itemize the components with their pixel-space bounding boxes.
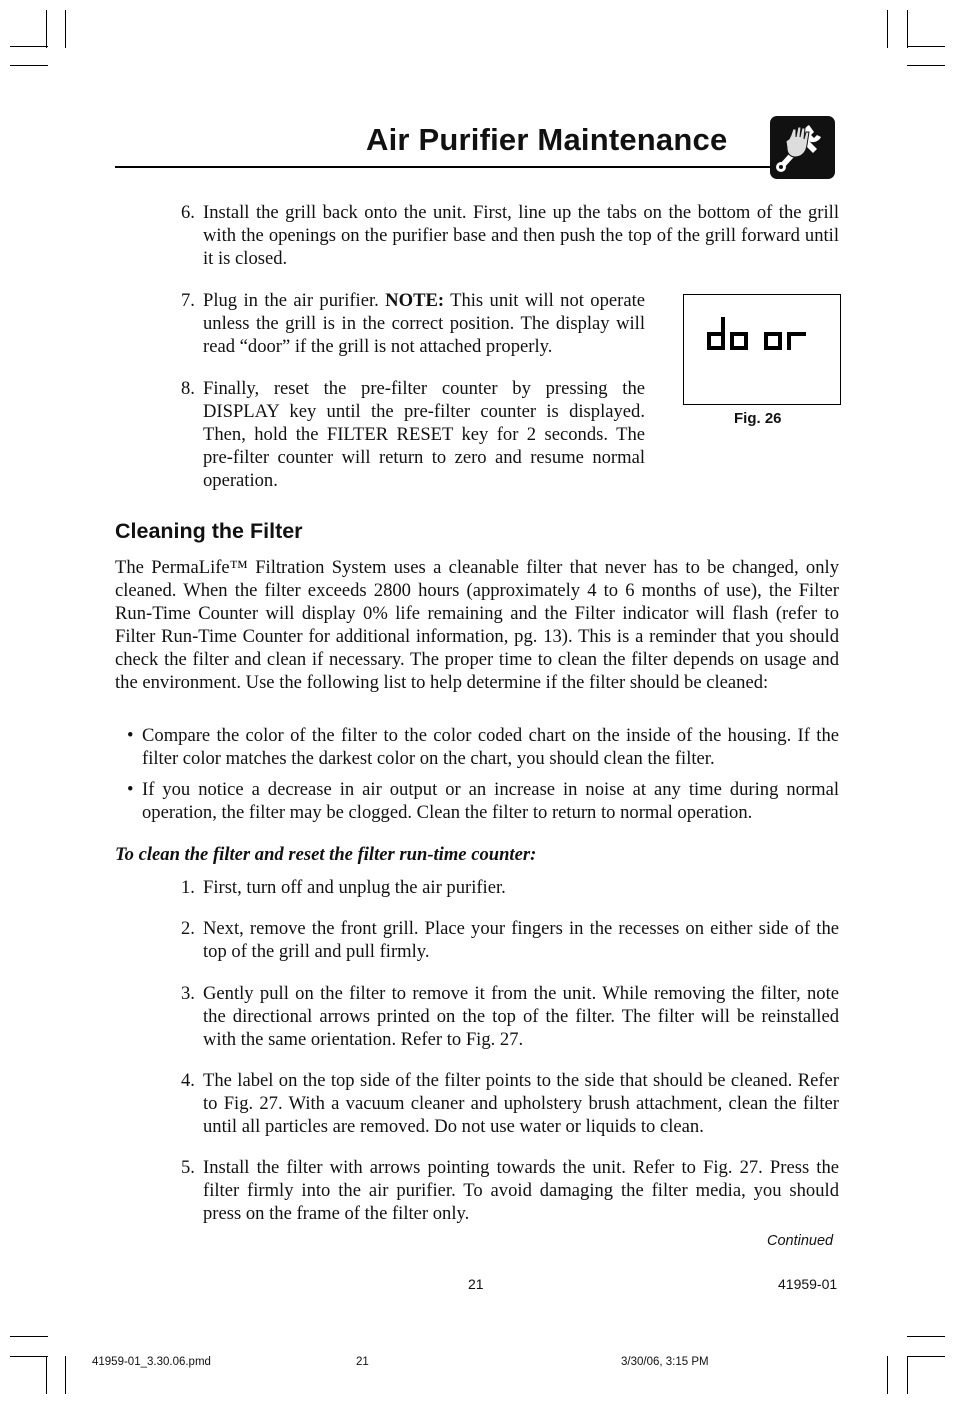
step-number: 2.	[181, 918, 195, 939]
step-text: First, turn off and unplug the air purifier.	[203, 877, 506, 898]
page-title: Air Purifier Maintenance	[366, 122, 728, 157]
step-text-post: This unit will not operate unless the grill is in the correct position. The display will read “door” if the grill is not attached properly.	[203, 290, 645, 357]
procedure-subheading: To clean the filter and reset the filter run-time counter:	[115, 844, 537, 865]
continued-note: Continued	[767, 1233, 834, 1249]
step-text: Finally, reset the pre-filter counter by pressing the DISPLAY key until the pre-filter counter is displayed. Then, hold the FILTER RESET key for 2 seconds. The pre-filter counter will return to zero and resume normal operation.	[203, 378, 645, 491]
header-rule	[115, 166, 778, 168]
step-text: Install the grill back onto the unit. First, line up the tabs on the bottom of the grill with the openings on the purifier base and then push the top of the grill forward until it is closed.	[203, 202, 839, 269]
document-code: 41959-01	[778, 1276, 838, 1292]
step-number: 3.	[181, 983, 195, 1004]
step-text: The label on the top side of the filter points to the side that should be cleaned. Refer to Fig. 27. With a vacuum cleaner and upholstery brush attachment, clean the filter until all particles are removed. Do not use water or liquids to clean.	[203, 1070, 839, 1137]
step-number: 7.	[181, 290, 195, 311]
step-text: Install the filter with arrows pointing towards the unit. Refer to Fig. 27. Press the filter firmly into the air purifier. To avoid damaging the filter media, you should press on the frame of the filter only.	[203, 1157, 839, 1224]
step-number: 4.	[181, 1070, 195, 1091]
step-text: Gently pull on the filter to remove it from the unit. While removing the filter, note the directional arrows printed on the top of the filter. The filter will be reinstalled with the same orientation. Refer to Fig. 27.	[203, 983, 839, 1050]
figure-caption: Fig. 26	[734, 410, 782, 427]
slug-filename: 41959-01_3.30.06.pmd	[92, 1356, 211, 1368]
page-number: 21	[468, 1276, 484, 1292]
door-display-readout	[684, 295, 840, 404]
bullet-text: Compare the color of the filter to the color coded chart on the inside of the housing. If the filter color matches the darkest color on the chart, you should clean the filter.	[142, 725, 839, 769]
slug-datetime: 3/30/06, 3:15 PM	[621, 1356, 709, 1368]
step-number: 1.	[181, 877, 195, 898]
wrench-hand-icon	[769, 115, 836, 180]
step-text	[203, 289, 645, 358]
section-heading: Cleaning the Filter	[115, 519, 303, 543]
bullet-icon: •	[127, 725, 134, 746]
display-figure	[683, 294, 841, 405]
step-number: 5.	[181, 1157, 195, 1178]
step-number: 6.	[181, 202, 195, 223]
slug-page: 21	[356, 1356, 369, 1368]
intro-paragraph: The PermaLife™ Filtration System uses a cleanable filter that never has to be changed, only cleaned. When the filter exceeds 2800 hours (approximately 4 to 6 months of use), the Filter Run-Time Counter will display 0% life remaining and the Filter indicator will flash (refer to Filter Run-Time Counter for additional information, pg. 13). This is a reminder that you should check the filter and clean if necessary. The proper time to clean the filter depends on usage and the environment. Use the following list to help determine if the filter should be cleaned:	[115, 557, 839, 693]
bullet-icon: •	[127, 779, 134, 800]
bullet-text: If you notice a decrease in air output or an increase in noise at any time during normal operation, the filter may be clogged. Clean the filter to return to normal operation.	[142, 779, 839, 823]
step-text: Next, remove the front grill. Place your fingers in the recesses on either side of the top of the grill and pull firmly.	[203, 918, 839, 962]
note-label: NOTE:	[385, 290, 445, 311]
step-text-pre: Plug in the air purifier.	[203, 290, 386, 311]
step-number: 8.	[181, 378, 195, 399]
